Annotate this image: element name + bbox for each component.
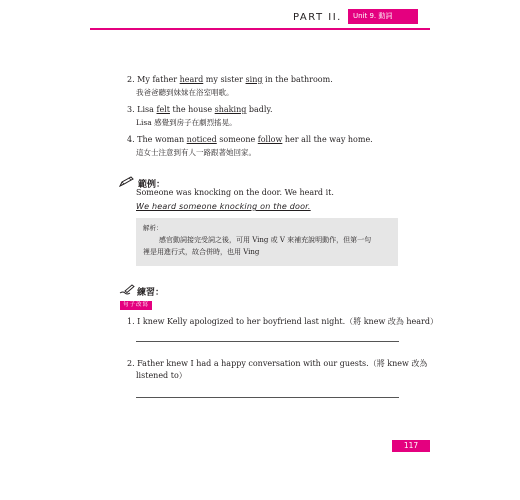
item-2 [127,73,333,99]
analysis-text-2: 裡是用進行式，故合併時，也用 Ving [143,248,260,256]
header-rule [90,28,430,30]
analysis-box [136,218,398,266]
rewrite-tag: 句子改寫 [120,301,152,310]
pencil-icon [119,176,135,190]
item-4-en: 4. The woman noticed someone follow her all the way home. [127,135,373,144]
header-unit-badge: Unit 9. 動詞 [348,9,418,24]
example-answer: We heard someone knocking on the door. [136,202,311,211]
analysis-text-1: 感官動詞接完受詞之後，可用 Ving 或 V 來補充說明動作，但第一句 [159,236,372,244]
example-heading-text: 範例： [138,179,166,190]
question-1: 1. I knew Kelly apologized to her boyfriend last night.（將 knew 改為 heard） [127,317,438,326]
practice-heading-text: 練習： [137,287,165,298]
header-part: PART II. [293,12,342,23]
item-4 [127,133,373,159]
answer-line-2[interactable] [136,397,399,398]
item-2-zh: 我爸爸聽到妹妹在浴室唱歌。 [136,88,234,97]
answer-line-1[interactable] [136,341,399,342]
example-sentence: Someone was knocking on the door. We heard it. [136,188,334,197]
page-number: 117 [392,440,430,452]
question-2-line-2: listened to） [136,371,187,380]
question-2 [127,358,427,382]
analysis-label: 解析： [143,224,163,232]
practice-heading [119,284,164,298]
item-3 [127,103,273,129]
item-2-en: 2. My father heard my sister sing in the bathroom. [127,75,333,84]
question-2-line-1: 2. Father knew I had a happy conversation with our guests.（將 knew 改為 [127,359,428,368]
pen-writing-icon [119,284,135,298]
item-3-zh: Lisa 感覺到房子在劇烈搖晃。 [136,118,237,127]
item-4-zh: 這女士注意到有人一路跟著她回家。 [136,148,256,157]
item-3-en: 3. Lisa felt the house shaking badly. [127,105,273,114]
